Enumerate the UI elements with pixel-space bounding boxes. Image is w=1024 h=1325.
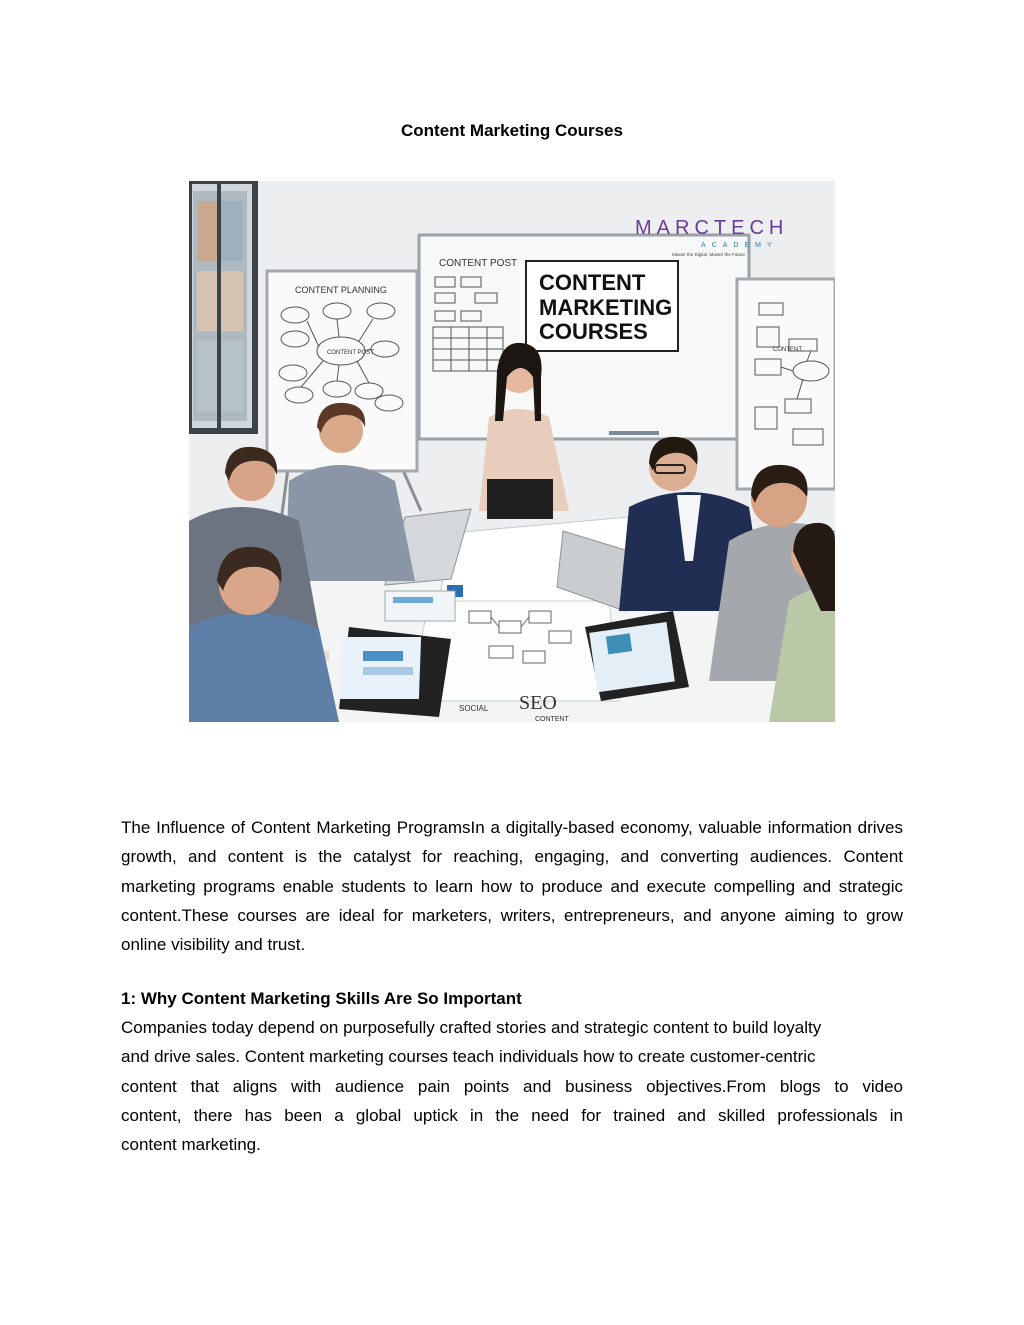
svg-text:ACADEMY: ACADEMY bbox=[701, 242, 778, 249]
right-flipchart bbox=[737, 279, 835, 489]
svg-text:CONTENT POST: CONTENT POST bbox=[327, 350, 374, 356]
svg-text:SOCIAL: SOCIAL bbox=[459, 704, 489, 713]
intro-paragraph: The Influence of Content Marketing ProgramsIn a digitally-based economy, valuable information drives growth, and content is the catalyst for reaching, engaging, and converting audiences. Content marketing programs enable students to learn how to produce and execute compelling and strategic content.These courses are ideal for marketers, writers, entrepreneurs, and anyone aiming to grow online visibility and trust. bbox=[121, 818, 903, 955]
document-title: Content Marketing Courses bbox=[401, 121, 623, 140]
svg-text:MARCTECH: MARCTECH bbox=[635, 217, 789, 239]
svg-text:CONTENT PLANNING: CONTENT PLANNING bbox=[295, 285, 387, 295]
svg-text:CONTENT: CONTENT bbox=[539, 270, 646, 295]
svg-text:CONTENT POST: CONTENT POST bbox=[439, 258, 518, 269]
section-paragraph-line: Companies today depend on purposefully crafted stories and strategic content to build loyalty bbox=[121, 1018, 822, 1037]
svg-text:SEO: SEO bbox=[519, 692, 557, 714]
svg-text:CONTENT: CONTENT bbox=[773, 347, 802, 353]
svg-text:Master the Digital, Master the: Master the Digital, Master the Future bbox=[672, 252, 746, 257]
svg-text:MARKETING: MARKETING bbox=[539, 295, 673, 320]
section-heading: 1: Why Content Marketing Skills Are So Important bbox=[121, 989, 522, 1008]
svg-text:CONTENT: CONTENT bbox=[535, 716, 569, 722]
section-paragraph-line: content that aligns with audience pain points and business objectives.From blogs to video bbox=[121, 1076, 903, 1096]
window-illustration bbox=[189, 181, 255, 431]
section-paragraph-line: and drive sales. Content marketing courses teach individuals how to create customer-centric bbox=[121, 1047, 816, 1067]
center-whiteboard bbox=[419, 235, 749, 439]
section-paragraph-line: content, there has been a global uptick in the need for trained and skilled professionals in bbox=[121, 1105, 903, 1125]
svg-text:COURSES: COURSES bbox=[539, 319, 648, 344]
section-paragraph bbox=[121, 1013, 903, 1159]
section-paragraph-line: content marketing. bbox=[121, 1135, 261, 1155]
hero-image bbox=[189, 181, 835, 722]
